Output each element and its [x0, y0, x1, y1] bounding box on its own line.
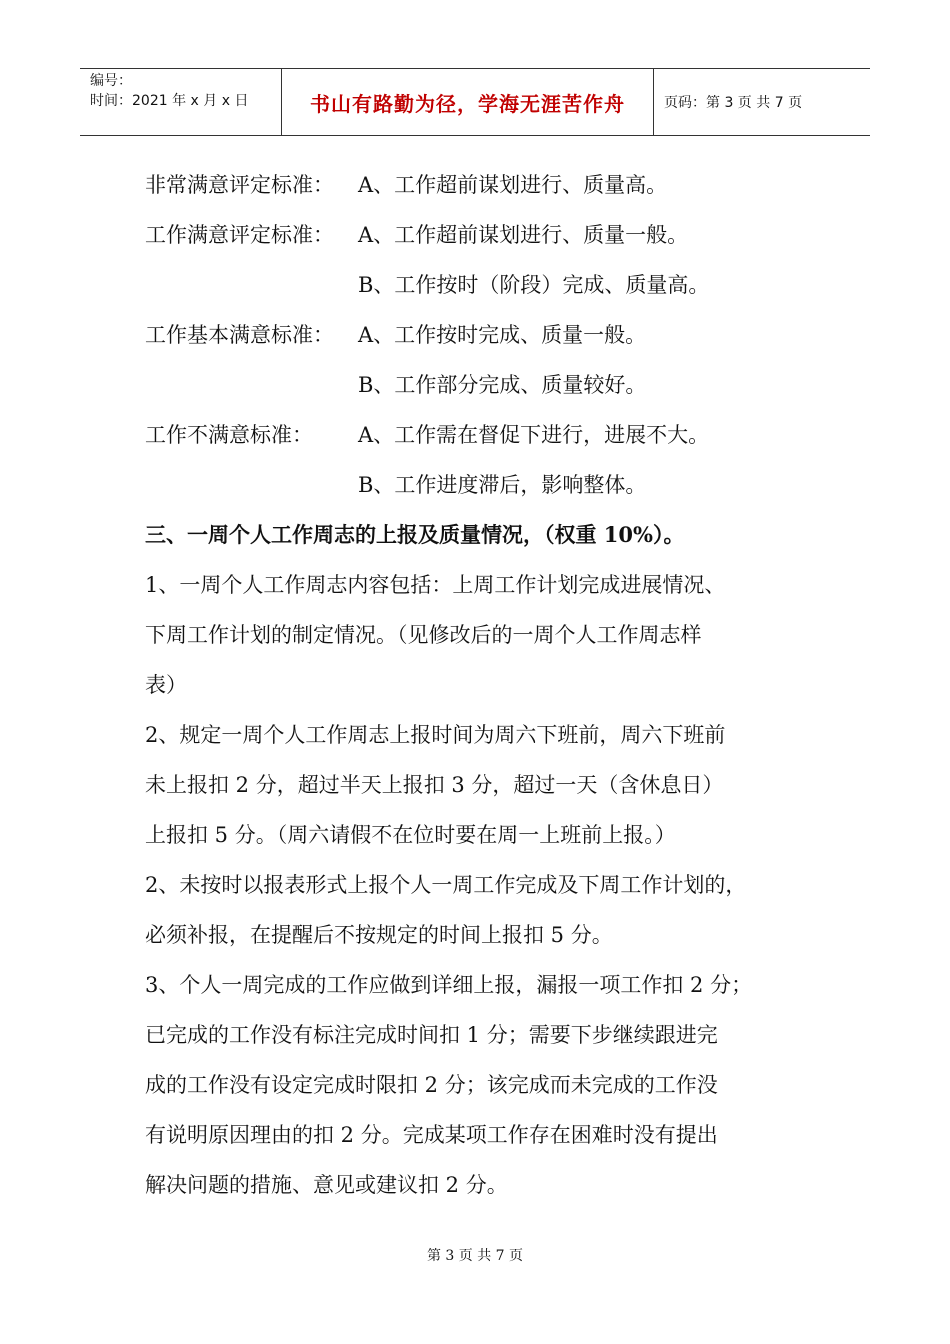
body-line: 2、规定一周个人工作周志上报时间为周六下班前，周六下班前	[145, 723, 726, 747]
criteria-label: 工作不满意标准：	[145, 423, 313, 447]
body-line: 解决问题的措施、意见或建议扣 2 分。	[145, 1173, 508, 1197]
criteria-text: A、工作超前谋划进行、质量高。	[358, 173, 668, 197]
body-line: 必须补报，在提醒后不按规定的时间上报扣 5 分。	[145, 923, 613, 947]
criteria-text: A、工作按时完成、质量一般。	[358, 323, 647, 347]
section-title: 三、一周个人工作周志的上报及质量情况，（权重 10%）。	[145, 522, 685, 547]
page-header	[80, 68, 870, 136]
document-date: 时间：2021 年 x 月 x 日	[90, 93, 249, 109]
document-body	[145, 160, 825, 1210]
criteria-row	[145, 310, 825, 360]
criteria-label	[145, 460, 358, 510]
criteria-row	[145, 160, 825, 210]
criteria-row	[145, 210, 825, 260]
criteria-text: B、工作部分完成、质量较好。	[358, 373, 647, 397]
criteria-text: A、工作需在督促下进行，进展不大。	[358, 423, 710, 447]
criteria-label	[145, 260, 358, 310]
criteria-text: A、工作超前谋划进行、质量一般。	[358, 223, 689, 247]
header-meta	[80, 69, 282, 135]
body-line: 3、个人一周完成的工作应做到详细上报，漏报一项工作扣 2 分；	[145, 973, 753, 997]
body-line: 下周工作计划的制定情况。（见修改后的一周个人工作周志样	[145, 623, 702, 647]
body-line: 已完成的工作没有标注完成时间扣 1 分；需要下步继续跟进完	[145, 1023, 718, 1047]
body-line: 有说明原因理由的扣 2 分。完成某项工作存在困难时没有提出	[145, 1123, 718, 1147]
document-number: 编号：	[90, 73, 132, 89]
criteria-row	[145, 460, 825, 510]
body-line: 2、未按时以报表形式上报个人一周工作完成及下周工作计划的，	[145, 873, 747, 897]
header-page-number: 页码：第 3 页 共 7 页	[664, 95, 803, 111]
criteria-row	[145, 360, 825, 410]
criteria-label: 工作基本满意标准：	[145, 323, 334, 347]
header-motto: 书山有路勤为径，学海无涯苦作舟	[282, 69, 654, 135]
criteria-text: B、工作按时（阶段）完成、质量高。	[358, 273, 710, 297]
page-footer: 第 3 页 共 7 页	[426, 1248, 524, 1264]
body-line: 未上报扣 2 分，超过半天上报扣 3 分，超过一天（含休息日）	[145, 773, 724, 797]
criteria-row	[145, 410, 825, 460]
body-line: 1、一周个人工作周志内容包括：上周工作计划完成进展情况、	[145, 573, 726, 597]
criteria-label: 非常满意评定标准：	[145, 173, 334, 197]
criteria-label	[145, 360, 358, 410]
criteria-row	[145, 260, 825, 310]
body-line: 成的工作没有设定完成时限扣 2 分；该完成而未完成的工作没	[145, 1073, 718, 1097]
criteria-text: B、工作进度滞后，影响整体。	[358, 473, 647, 497]
body-line: 上报扣 5 分。（周六请假不在位时要在周一上班前上报。）	[145, 823, 676, 847]
criteria-label: 工作满意评定标准：	[145, 223, 334, 247]
body-line: 表）	[145, 673, 187, 697]
